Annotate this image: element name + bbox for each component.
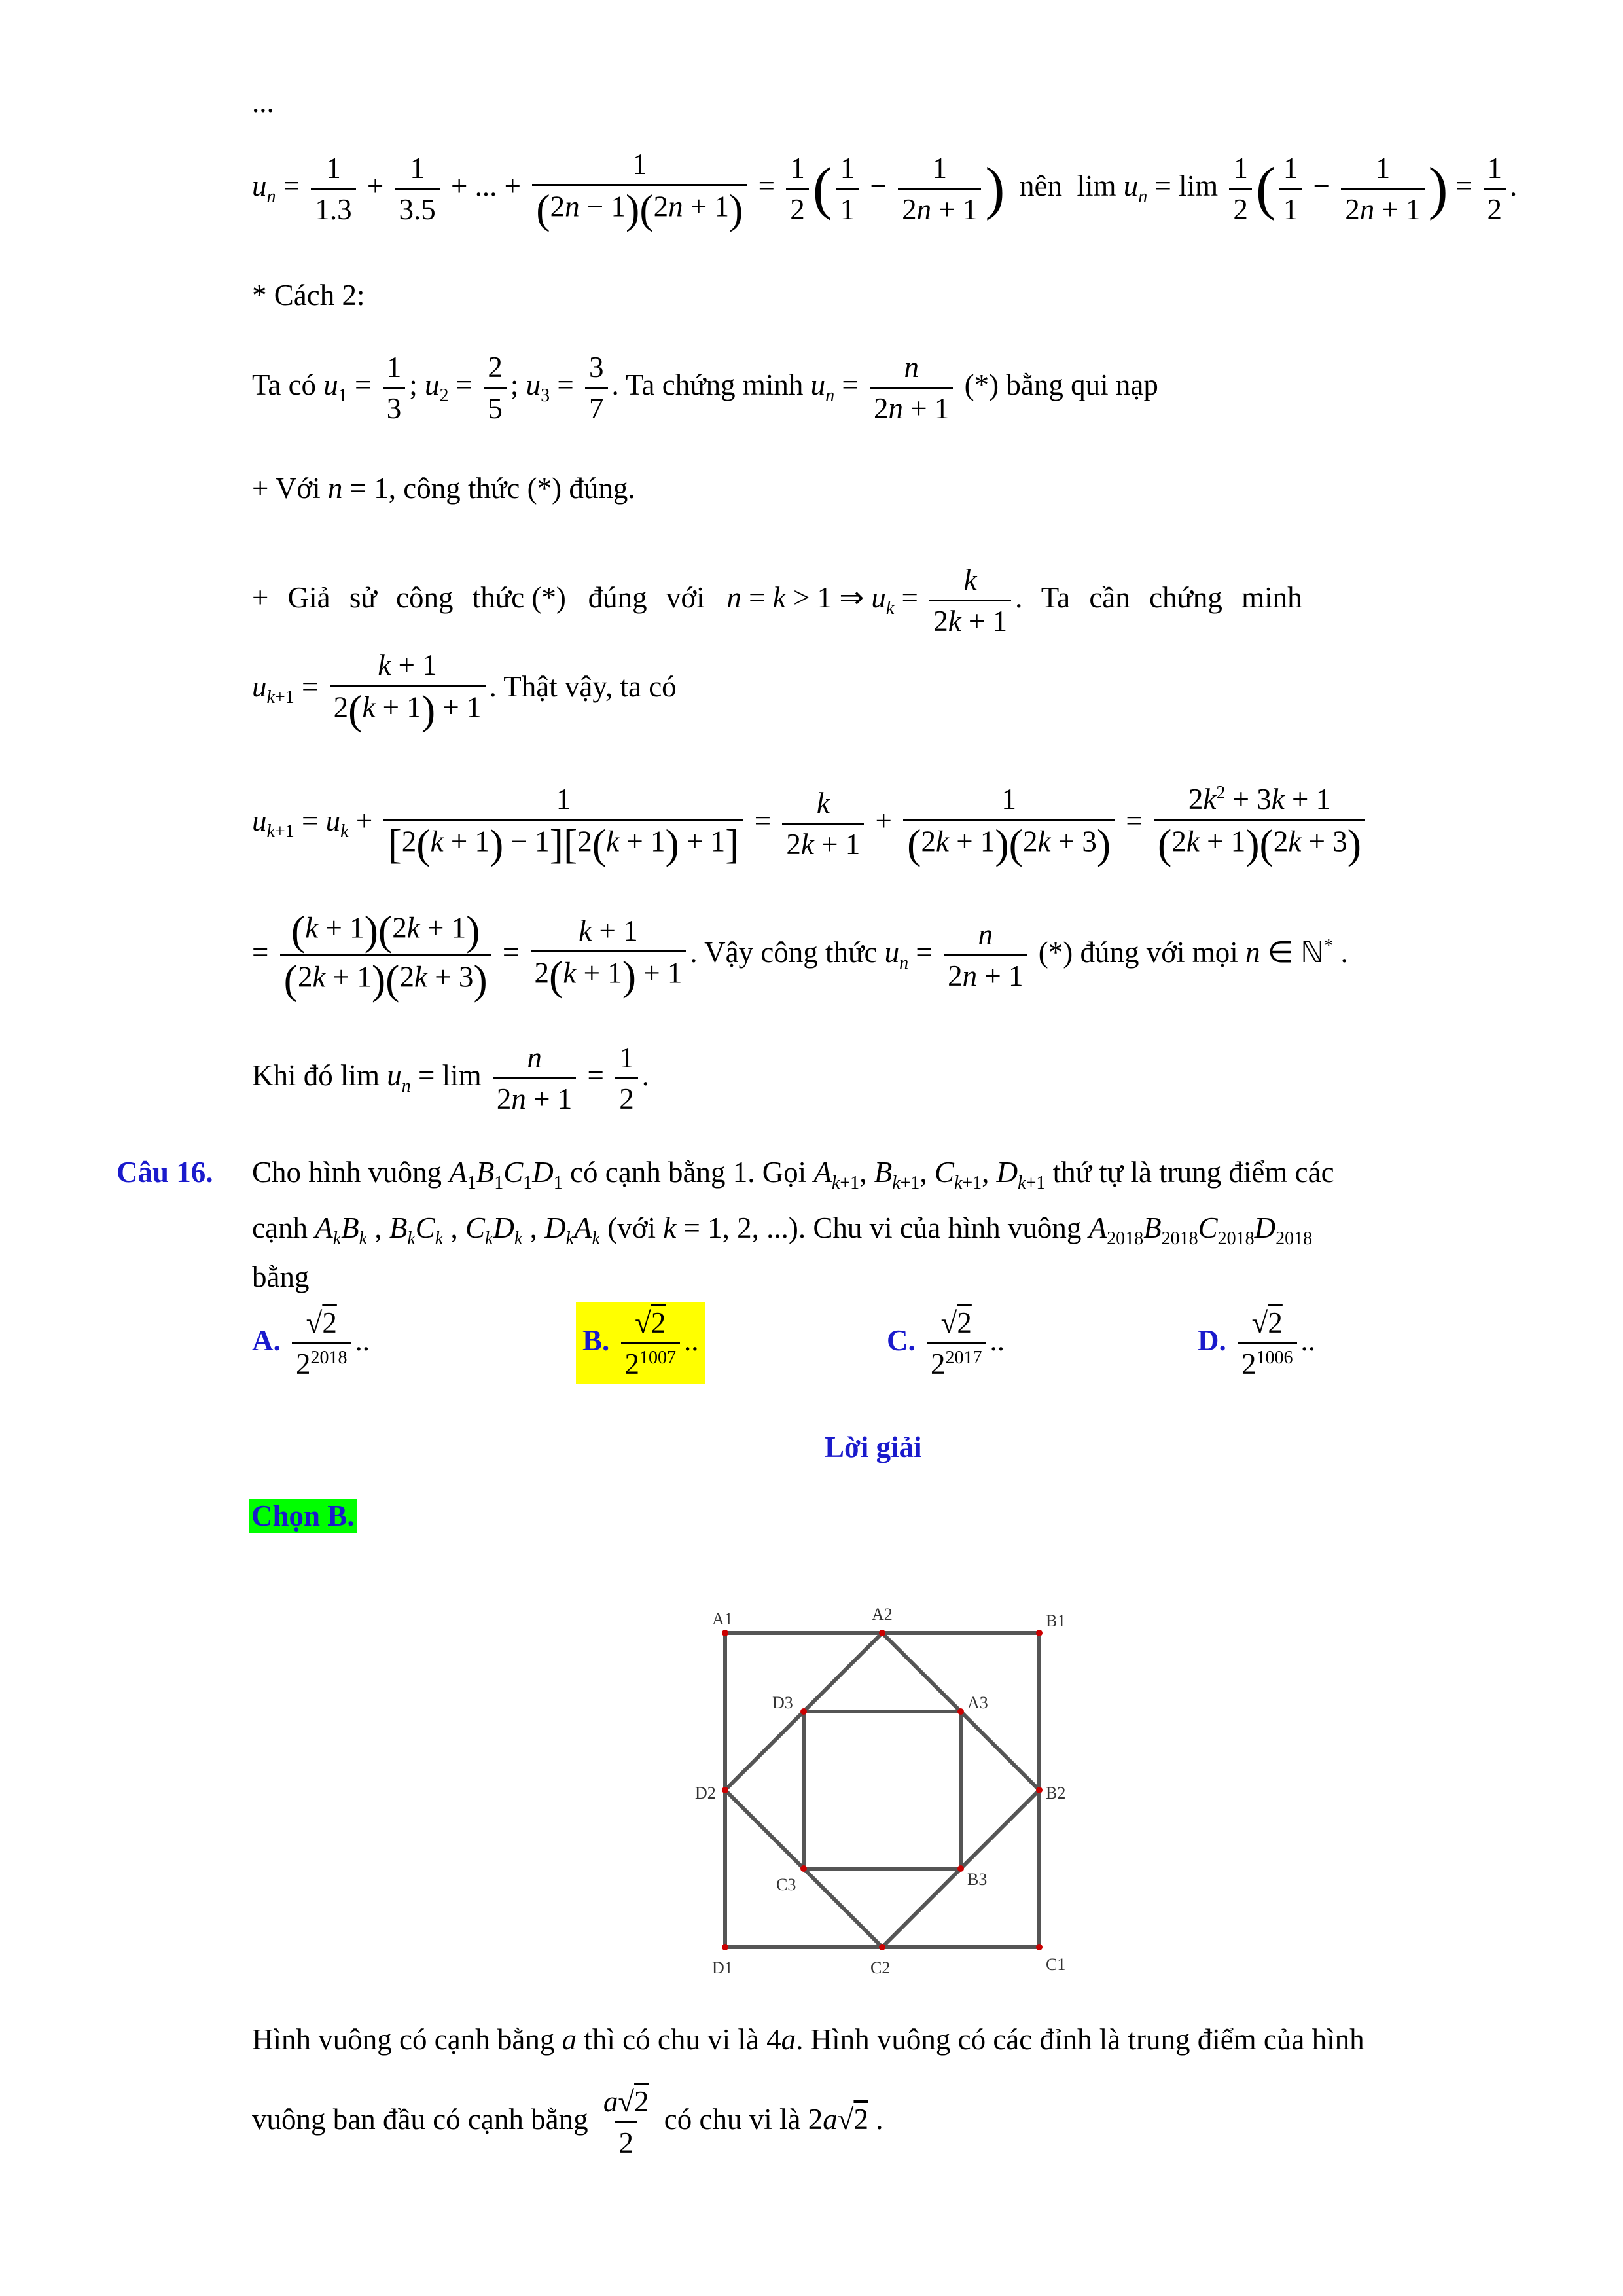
- conclusion-text3: . Hình vuông có các đỉnh là trung điểm của hình: [796, 2023, 1364, 2056]
- ta-chung-minh-text: . Ta chứng minh: [611, 368, 804, 401]
- inner-square: [804, 1712, 961, 1869]
- cach2-heading: * Cách 2:: [252, 279, 365, 312]
- question-line1: Cho hình vuông $A_1B_1C_1D_1$ có cạnh bằng 1. Gọi $A_{k+1}$, $B_{k+1}$, $C_{k+1}$, $D_{k+1}$ thứ tự là trung điểm các: [252, 1156, 1334, 1193]
- option-a-exp: 2018: [310, 1348, 348, 1368]
- q-text6: 1, 2, ...). Chu vi của hình vuông: [707, 1211, 1082, 1244]
- option-c-exp: 2017: [945, 1348, 982, 1368]
- conclusion-line2: vuông ban đầu có cạnh bằng $\frac{a√2}{2}$ có chu vi là 2a√2 .: [252, 2085, 883, 2159]
- ta-co-text: Ta có: [252, 368, 317, 401]
- label-a2: A2: [872, 1605, 893, 1624]
- conclusion-line1: Hình vuông có cạnh bằng a thì có chu vi là 4a. Hình vuông có các đỉnh là trung điểm của hình: [252, 2023, 1364, 2056]
- option-b-label: B.: [582, 1323, 610, 1357]
- nested-squares-figure: [674, 1577, 1119, 1990]
- loi-giai-heading: Lời giải: [825, 1431, 922, 1463]
- dung-voi-moi-text: đúng với mọi: [1080, 935, 1238, 969]
- gia-su-line: + Giả sử công thức (*) đúng với n = k > 1 ⇒ $u_k$ = $\frac{k}{2k + 1}$ . Ta cần chứng minh: [252, 564, 1302, 637]
- q-text1: Cho hình vuông: [252, 1156, 442, 1189]
- option-d-exp: 1006: [1256, 1348, 1293, 1368]
- ta-can-text: . Ta cần chứng minh: [1015, 581, 1302, 614]
- conclusion-text5: có chu vi là: [664, 2102, 801, 2136]
- q-text5: (với: [607, 1211, 656, 1244]
- label-c3: C3: [776, 1875, 796, 1894]
- question-line2: cạnh $A_kB_k$ , $B_kC_k$ , $C_kD_k$ , $D_kA_k$ (với k = 1, 2, ...). Chu vi của hình vuông $A_{2018}B_{2018}C_{2018}D_{2018}$: [252, 1211, 1313, 1249]
- label-a3: A3: [967, 1693, 988, 1712]
- ta-co-line: Ta có $u_1$ = $\frac{1}{3}$ ; $u_2$ = $\frac{2}{5}$ ; $u_3$ = $\frac{3}{7}$ . Ta chứng minh $u_n$ = $\frac{n}{2n + 1}$ (*) bằng qui nạp: [252, 351, 1158, 425]
- chon-answer: Chọn B.: [249, 1499, 357, 1533]
- option-c[interactable]: C. $\frac{√2}{2^{2017}}$ ..: [887, 1306, 1005, 1380]
- option-a-label: A.: [252, 1323, 281, 1357]
- label-b1: B1: [1046, 1611, 1066, 1630]
- label-c1: C1: [1046, 1955, 1066, 1974]
- un-sum-formula: $u_n$ = $\frac{1}{1.3}$ + $\frac{1}{3.5}$ + ... + $\frac{1}{(2n - 1)(2n + 1)}$ = $\frac{1}{2}$ ( $\frac{1}{1}$ − $\frac{1}{2n + 1}$ ) nên $\lim u_n = \lim$ $\frac{1}{2}$ ( $\frac{1}{1}$ − $\frac{1}{2n + 1}$ ) = $\frac{1}{2}$ .: [252, 148, 1518, 232]
- voi-n1-line: + Với n = 1, công thức (*) đúng.: [252, 472, 635, 505]
- uk1-expand-line: $u_{k+1} = u_k$ + $\frac{1}{[2(k + 1) - 1][2(k + 1) + 1]}$ = $\frac{k}{2k + 1}$ + $\frac{1}{(2k + 1)(2k + 3)}$ = $\frac{2k^2 + 3k + 1}{(2k + 1)(2k + 3)}$: [252, 782, 1369, 865]
- dung-voi-text: đúng với: [588, 581, 705, 614]
- option-b-exp: 1007: [639, 1348, 677, 1368]
- option-a[interactable]: A. $\frac{√2}{2^{2018}}$ ..: [252, 1306, 370, 1380]
- uk1-line: $u_{k+1}$ = $\frac{k + 1}{2(k + 1) + 1}$ . Thật vậy, ta có: [252, 649, 677, 733]
- khi-do-line: Khi đó $\lim u_n = \lim$ $\frac{n}{2n + 1}$ = $\frac{1}{2}$ .: [252, 1041, 649, 1115]
- option-d-label: D.: [1198, 1323, 1226, 1357]
- option-d[interactable]: D. $\frac{√2}{2^{1006}}$ ..: [1198, 1306, 1315, 1380]
- voi-prefix: + Với: [252, 472, 321, 505]
- vay-cong-thuc-text: . Vậy công thức: [690, 935, 878, 969]
- option-c-label: C.: [887, 1323, 916, 1357]
- middle-square: [725, 1633, 1039, 1947]
- q-text2: có cạnh bằng 1. Gọi: [570, 1156, 807, 1189]
- conclusion-text4: vuông ban đầu có cạnh bằng: [252, 2102, 588, 2136]
- gia-su-text: + Giả sử công thức: [252, 581, 525, 614]
- conclusion-text1: Hình vuông có cạnh bằng: [252, 2023, 555, 2056]
- q-text3: thứ tự là trung điểm các: [1052, 1156, 1334, 1189]
- nen-text: nên: [1019, 169, 1062, 202]
- label-a1: A1: [712, 1609, 733, 1628]
- label-d3: D3: [772, 1693, 793, 1712]
- bang-qui-nap-text: bằng qui nạp: [1006, 368, 1158, 401]
- outer-square: [725, 1633, 1039, 1947]
- label-d1: D1: [712, 1958, 733, 1977]
- option-b[interactable]: B. $\frac{√2}{2^{1007}}$ ..: [576, 1302, 705, 1384]
- label-b3: B3: [967, 1870, 988, 1889]
- that-vay-text: . Thật vậy, ta có: [489, 670, 677, 703]
- question-label: Câu 16.: [116, 1156, 213, 1189]
- uk1-result-line: = $\frac{(k + 1)(2k + 1)}{(2k + 1)(2k + 3)}$ = $\frac{k + 1}{2(k + 1) + 1}$ . Vậy công thức $u_n$ = $\frac{n}{2n + 1}$ (*) đúng với mọi n ∈ ℕ* .: [252, 907, 1348, 1003]
- dung-text: đúng.: [569, 472, 635, 505]
- label-b2: B2: [1046, 1784, 1066, 1803]
- cong-thuc-text: , công thức: [388, 472, 520, 505]
- label-c2: C2: [870, 1958, 891, 1977]
- khi-do-text: Khi đó: [252, 1058, 333, 1092]
- lim-text: lim: [1077, 169, 1116, 202]
- label-d2: D2: [695, 1784, 716, 1803]
- question-line3: bằng: [252, 1261, 310, 1293]
- conclusion-text2: thì có chu vi là: [584, 2023, 759, 2056]
- ellipsis: ...: [252, 86, 274, 118]
- q-text4: cạnh: [252, 1211, 308, 1244]
